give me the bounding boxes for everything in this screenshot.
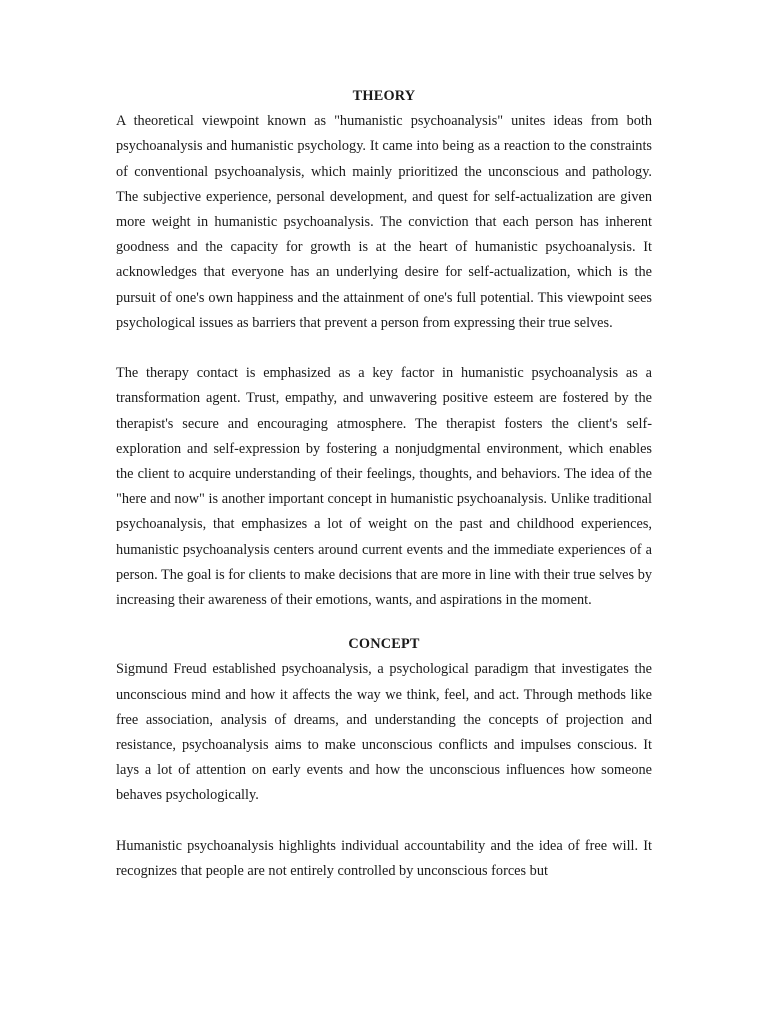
section-heading-theory: THEORY: [352, 88, 416, 104]
concept-paragraph-2: Humanistic psychoanalysis highlights individual accountability and the idea of free will. It recognizes that people are not entirely controlled by unconscious forces but: [116, 837, 652, 880]
section-spacer: [116, 613, 652, 632]
document-body: [116, 84, 652, 884]
concept-paragraph-1: Sigmund Freud established psychoanalysis, a psychological paradigm that investigates the unconscious mind and how it affects the way we think, feel, and act. Through methods like free association, analysis of dreams, and understanding the concepts of projection and resistance, psychoanalysis aims to make unconscious conflicts and impulses conscious. It lays a lot of attention on early events and how the unconscious influences how someone behaves psychologically.: [116, 661, 652, 804]
paragraph-spacer: [116, 336, 652, 361]
paragraph-spacer: [116, 809, 652, 834]
theory-paragraph-2: The therapy contact is emphasized as a key factor in humanistic psychoanalysis as a transformation agent. Trust, empathy, and unwavering positive esteem are fostered by the therapist's secure and encouraging atmosphere. The therapist fosters the client's self-exploration and self-expression by fostering a nonjudgmental environment, which enables the client to acquire understanding of their feelings, thoughts, and behaviors. The idea of the "here and now" is another important concept in humanistic psychoanalysis. Unlike traditional psychoanalysis, that emphasizes a lot of weight on the past and childhood experiences, humanistic psychoanalysis centers around current events and the immediate experiences of a person. The goal is for clients to make decisions that are more in line with their true selves by increasing their awareness of their emotions, wants, and aspirations in the moment.: [116, 365, 652, 609]
theory-paragraph-1: A theoretical viewpoint known as "humanistic psychoanalysis" unites ideas from both psychoanalysis and humanistic psychology. It came into being as a reaction to the constraints of conventional psychoanalysis, which mainly prioritized the unconscious and pathology. The subjective experience, personal development, and quest for self-actualization are given more weight in humanistic psychoanalysis. The conviction that each person has inherent goodness and the capacity for growth is at the heart of humanistic psychoanalysis. It acknowledges that everyone has an underlying desire for self-actualization, which is the pursuit of one's own happiness and the attainment of one's full potential. This viewpoint sees psychological issues as barriers that prevent a person from expressing their true selves.: [116, 113, 652, 331]
section-heading-concept: CONCEPT: [348, 636, 420, 653]
